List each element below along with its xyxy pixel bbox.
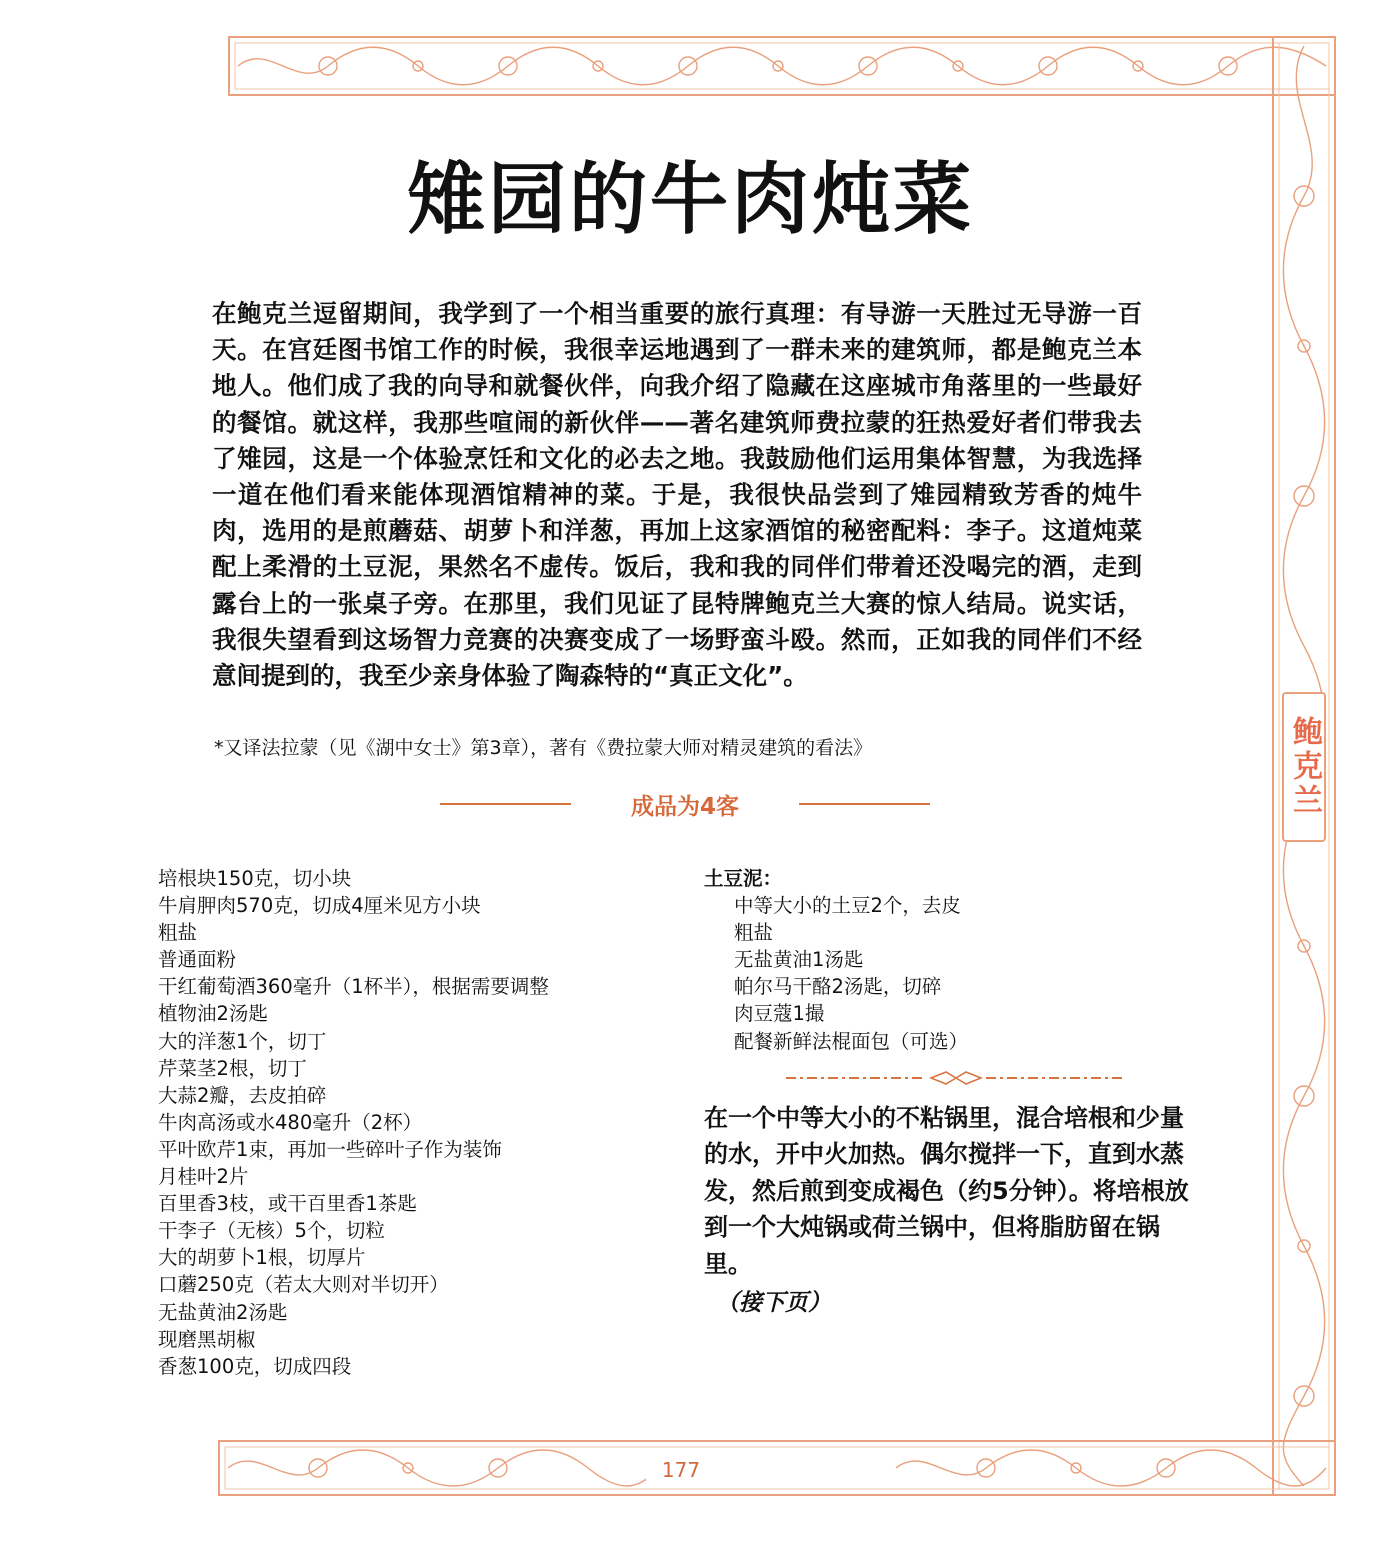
- ingredient-item: 芹菜茎2根，切丁: [158, 1056, 307, 1080]
- ingredient-item: 香葱100克，切成四段: [158, 1354, 352, 1378]
- ingredient-item: 粗盐: [158, 921, 198, 945]
- ingredient-item: 大的胡萝卜1根，切厚片: [158, 1246, 366, 1270]
- mashed-potato-item: 粗盐: [734, 921, 774, 945]
- ingredient-item: 植物油2汤匙: [158, 1002, 268, 1026]
- ingredient-item: 无盐黄油2汤匙: [158, 1300, 288, 1324]
- mashed-potato-item: 帕尔马干酪2汤匙，切碎: [734, 975, 942, 999]
- ingredient-list: [158, 865, 678, 1380]
- ingredient-item: 大的洋葱1个，切丁: [158, 1029, 327, 1053]
- ingredient-item: 干红葡萄酒360毫升（1杯半），根据需要调整: [158, 975, 549, 999]
- ornamental-border-top: [228, 36, 1336, 96]
- ingredient-item: 干李子（无核）5个，切粒: [158, 1219, 385, 1243]
- ingredient-item: 牛肉高汤或水480毫升（2杯）: [158, 1110, 423, 1134]
- mashed-potato-heading: 土豆泥：: [704, 867, 783, 890]
- intro-paragraph: 在鲍克兰逗留期间，我学到了一个相当重要的旅行真理：有导游一天胜过无导游一百天。在宫廷图书馆工作的时候，我很幸运地遇到了一群未来的建筑师，都是鲍克兰本地人。他们成了我的向导和就餐伙伴，向我介绍了隐藏在这座城市角落里的一些最好的餐馆。就这样，我那些喧闹的新伙伴——著名建筑师费拉蒙的狂热爱好者们带我去了雉园，这是一个体验烹饪和文化的必去之地。我鼓励他们运用集体智慧，为我选择一道在他们看来能体现酒馆精神的菜。于是，我很快品尝到了雉园精致芳香的炖牛肉，选用的是煎蘑菇、胡萝卜和洋葱，再加上这家酒馆的秘密配料：李子。这道炖菜配上柔滑的土豆泥，果然名不虚传。饭后，我和我的同伴们带着还没喝完的酒，走到露台上的一张桌子旁。在那里，我们见证了昆特牌鲍克兰大赛的惊人结局。说实话，我很失望看到这场智力竞赛的决赛变成了一场野蛮斗殴。然而，正如我的同伴们不经意间提到的，我至少亲身体验了陶森特的“真正文化”。: [212, 299, 1142, 691]
- yield-rule-left: [440, 803, 571, 805]
- mashed-potato-item: 配餐新鲜法棍面包（可选）: [734, 1029, 969, 1053]
- ingredient-item: 现磨黑胡椒: [158, 1327, 256, 1351]
- chapter-side-tab: [1282, 692, 1326, 842]
- continued-note: （接下页）: [716, 1290, 831, 1316]
- yield-rule-right: [799, 803, 930, 805]
- ingredient-item: 月桂叶2片: [158, 1165, 249, 1189]
- yield-label: 成品为4客: [631, 793, 740, 820]
- mashed-potato-item: 中等大小的土豆2个，去皮: [734, 894, 961, 918]
- mashed-potato-section: [704, 865, 1224, 1055]
- chapter-side-tab-label: 鲍克兰: [1287, 716, 1322, 818]
- ingredient-item: 牛肩胛肉570克，切成4厘米见方小块: [158, 894, 481, 918]
- ingredient-item: 大蒜2瓣，去皮拍碎: [158, 1083, 327, 1107]
- recipe-title: 雉园的牛肉炖菜: [406, 155, 974, 245]
- ingredient-item: 普通面粉: [158, 948, 237, 972]
- ingredient-item: 培根块150克，切小块: [158, 867, 352, 890]
- section-divider: [786, 1070, 1126, 1086]
- method-step: 在一个中等大小的不粘锅里，混合培根和少量的水，开中火加热。偶尔搅拌一下，直到水蒸发，然后煎到变成褐色（约5分钟）。将培根放到一个大炖锅或荷兰锅中，但将脂肪留在锅里。: [704, 1104, 1189, 1278]
- mashed-potato-list: [704, 892, 1224, 1055]
- mashed-potato-item: 肉豆蔻1撮: [734, 1002, 825, 1026]
- yield-banner: [440, 786, 930, 822]
- footnote: *又译法拉蒙（见《湖中女士》第3章），著有《费拉蒙大师对精灵建筑的看法》: [214, 737, 873, 759]
- mashed-potato-item: 无盐黄油1汤匙: [734, 948, 864, 972]
- page-number: 177: [646, 1458, 716, 1482]
- ingredient-item: 百里香3枝，或干百里香1茶匙: [158, 1192, 417, 1216]
- ingredient-item: 平叶欧芹1束，再加一些碎叶子作为装饰: [158, 1137, 502, 1161]
- ornamental-border-bottom: [218, 1440, 1336, 1496]
- ingredient-item: 口蘑250克（若太大则对半切开）: [158, 1273, 449, 1297]
